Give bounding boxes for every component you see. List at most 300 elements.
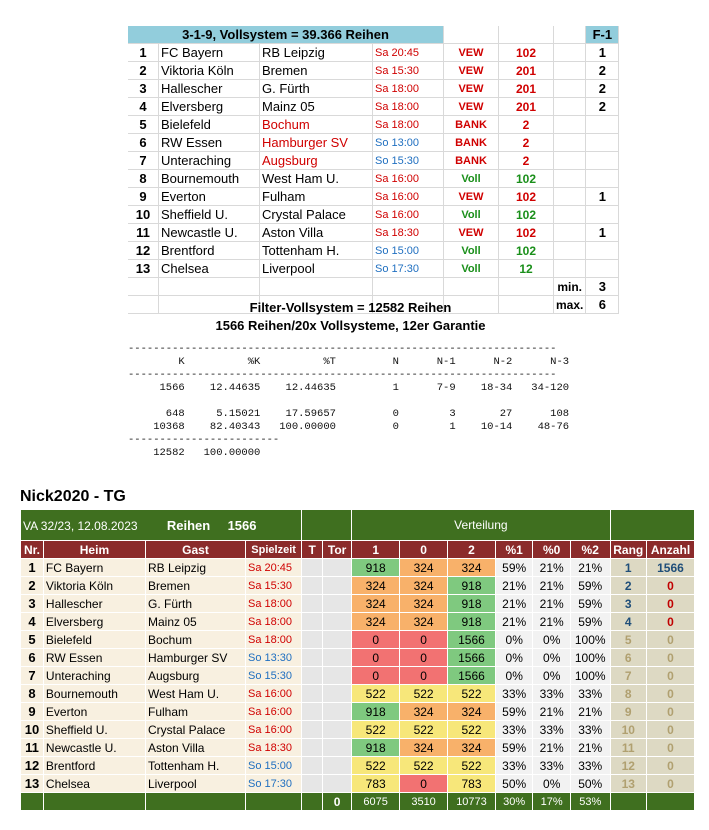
- tip-code: 201: [499, 80, 554, 98]
- rang-value: 2: [610, 577, 646, 595]
- dist-v2: 1566: [448, 649, 496, 667]
- tip-cell: [302, 631, 323, 649]
- away-team: Crystal Palace: [145, 721, 245, 739]
- away-team: G. Fürth: [145, 595, 245, 613]
- match-number: 8: [128, 170, 159, 188]
- anzahl-value: 0: [646, 685, 694, 703]
- pct-p1: 33%: [495, 685, 533, 703]
- rang-value: 5: [610, 631, 646, 649]
- filter-value: [586, 134, 619, 152]
- row-number: 2: [21, 577, 44, 595]
- row-number: 8: [21, 685, 44, 703]
- home-team: Sheffield U.: [43, 721, 145, 739]
- away-team: Mainz 05: [260, 98, 373, 116]
- tor-cell: [323, 649, 352, 667]
- pct-p0: 21%: [533, 613, 571, 631]
- filter-value: 2: [586, 80, 619, 98]
- filter-value: [586, 206, 619, 224]
- kickoff-time: Sa 16:00: [373, 206, 444, 224]
- sheet-row: [21, 775, 695, 793]
- pct-p2: 33%: [570, 757, 610, 775]
- away-team: West Ham U.: [145, 685, 245, 703]
- system-type: Voll: [444, 206, 499, 224]
- system-type: VEW: [444, 224, 499, 242]
- anzahl-value: 0: [646, 775, 694, 793]
- pct-p2: 59%: [570, 577, 610, 595]
- pct-p1: 59%: [495, 703, 533, 721]
- away-team: Mainz 05: [145, 613, 245, 631]
- col-header: Nr.: [21, 541, 44, 559]
- tip-cell: [302, 613, 323, 631]
- away-team: Aston Villa: [260, 224, 373, 242]
- dist-v0: 0: [400, 775, 448, 793]
- home-team: FC Bayern: [159, 44, 260, 62]
- home-team: Everton: [43, 703, 145, 721]
- sheet-row: [21, 631, 695, 649]
- row-number: 12: [21, 757, 44, 775]
- tor-total: 0: [323, 793, 352, 811]
- tip-cell: [302, 775, 323, 793]
- sum-2: 10773: [448, 793, 496, 811]
- pct-p1: 21%: [495, 613, 533, 631]
- kickoff-time: Sa 18:00: [245, 595, 301, 613]
- tip-code: 102: [499, 44, 554, 62]
- dist-v2: 324: [448, 739, 496, 757]
- tip-cell: [302, 757, 323, 775]
- rang-value: 8: [610, 685, 646, 703]
- kickoff-time: Sa 18:30: [245, 739, 301, 757]
- away-team: West Ham U.: [260, 170, 373, 188]
- system-type: BANK: [444, 152, 499, 170]
- sum-pct-0: 17%: [533, 793, 571, 811]
- match-number: 10: [128, 206, 159, 224]
- col-header: %0: [533, 541, 571, 559]
- match-number: 9: [128, 188, 159, 206]
- home-team: Brentford: [43, 757, 145, 775]
- pct-p1: 21%: [495, 595, 533, 613]
- match-number: 11: [128, 224, 159, 242]
- system-type: Voll: [444, 260, 499, 278]
- kickoff-time: Sa 15:30: [373, 62, 444, 80]
- dist-v0: 324: [400, 595, 448, 613]
- system-row: [128, 134, 619, 152]
- sum-0: 3510: [400, 793, 448, 811]
- tip-cell: [302, 739, 323, 757]
- sheet-row: [21, 667, 695, 685]
- col-header: Gast: [145, 541, 245, 559]
- sheet-row: [21, 721, 695, 739]
- kickoff-time: Sa 16:00: [373, 188, 444, 206]
- pct-p1: 33%: [495, 757, 533, 775]
- kickoff-time: So 13:30: [245, 649, 301, 667]
- system-type: VEW: [444, 80, 499, 98]
- tip-code: 102: [499, 188, 554, 206]
- away-team: Crystal Palace: [260, 206, 373, 224]
- system-row: [128, 44, 619, 62]
- col-header: 2: [448, 541, 496, 559]
- home-team: Bournemouth: [159, 170, 260, 188]
- tor-cell: [323, 685, 352, 703]
- pct-p1: 21%: [495, 577, 533, 595]
- anzahl-value: 0: [646, 739, 694, 757]
- row-number: 1: [21, 559, 44, 577]
- verteilung-label: Verteilung: [352, 510, 610, 541]
- dist-v2: 522: [448, 757, 496, 775]
- reihen-value: 1566: [227, 517, 257, 533]
- kickoff-time: So 15:30: [373, 152, 444, 170]
- match-number: 12: [128, 242, 159, 260]
- away-team: Bochum: [145, 631, 245, 649]
- system-type: BANK: [444, 134, 499, 152]
- kickoff-time: So 15:00: [245, 757, 301, 775]
- rang-value: 12: [610, 757, 646, 775]
- dist-v2: 1566: [448, 631, 496, 649]
- dist-v1: 918: [352, 739, 400, 757]
- row-number: 10: [21, 721, 44, 739]
- dist-v2: 918: [448, 577, 496, 595]
- tip-cell: [302, 577, 323, 595]
- anzahl-value: 0: [646, 757, 694, 775]
- pct-p0: 33%: [533, 757, 571, 775]
- sum-pct-1: 30%: [495, 793, 533, 811]
- row-number: 5: [21, 631, 44, 649]
- anzahl-value: 0: [646, 595, 694, 613]
- away-team: Fulham: [260, 188, 373, 206]
- tip-cell: [302, 559, 323, 577]
- system-type: BANK: [444, 116, 499, 134]
- match-number: 13: [128, 260, 159, 278]
- dist-v1: 324: [352, 595, 400, 613]
- tip-code: 102: [499, 170, 554, 188]
- sheet-row: [21, 703, 695, 721]
- pct-p2: 21%: [570, 559, 610, 577]
- kickoff-time: Sa 18:00: [373, 98, 444, 116]
- pct-p2: 100%: [570, 667, 610, 685]
- dist-v0: 522: [400, 721, 448, 739]
- dist-v2: 522: [448, 721, 496, 739]
- home-team: Brentford: [159, 242, 260, 260]
- tor-cell: [323, 577, 352, 595]
- sheet-title: Nick2020 - TG: [20, 488, 126, 505]
- dist-v0: 522: [400, 757, 448, 775]
- filter-stats: -------------------------------------------------------------------- K %K %T N N-1 N-2 N-3 -------------------------------------------------------------------- 1566 12.44635 12.44635 1 7-9 18-34 34-120 648 5.15021 17.59657 0 3 27 108 10368 82.40343 100.00000 0 1 10-14 48-76 ------------------------ 12582 100.00000: [128, 343, 570, 459]
- row-number: 7: [21, 667, 44, 685]
- home-team: Viktoria Köln: [43, 577, 145, 595]
- tip-code: 201: [499, 62, 554, 80]
- tip-cell: [302, 703, 323, 721]
- tip-code: 2: [499, 134, 554, 152]
- col-header: Tor: [323, 541, 352, 559]
- tip-code: 2: [499, 116, 554, 134]
- col-header: Rang: [610, 541, 646, 559]
- home-team: Elversberg: [43, 613, 145, 631]
- home-team: Unteraching: [43, 667, 145, 685]
- pct-p2: 100%: [570, 631, 610, 649]
- anzahl-value: 0: [646, 631, 694, 649]
- col-header: %2: [570, 541, 610, 559]
- max-label: max.: [554, 296, 586, 314]
- anzahl-value: 0: [646, 649, 694, 667]
- filter-value: [586, 242, 619, 260]
- dist-v1: 0: [352, 649, 400, 667]
- kickoff-time: Sa 18:30: [373, 224, 444, 242]
- col-header: 0: [400, 541, 448, 559]
- dist-v0: 324: [400, 613, 448, 631]
- row-number: 3: [21, 595, 44, 613]
- filter-value: 1: [586, 224, 619, 242]
- kickoff-time: Sa 16:00: [245, 721, 301, 739]
- away-team: Hamburger SV: [260, 134, 373, 152]
- filter-value: [586, 260, 619, 278]
- system-row: [128, 260, 619, 278]
- dist-v2: 918: [448, 613, 496, 631]
- home-team: Chelsea: [43, 775, 145, 793]
- max-value: 6: [586, 296, 619, 314]
- sheet-row: [21, 649, 695, 667]
- filter-value: 2: [586, 62, 619, 80]
- pct-p0: 0%: [533, 775, 571, 793]
- rang-value: 10: [610, 721, 646, 739]
- system-row: [128, 206, 619, 224]
- col-header: Anzahl: [646, 541, 694, 559]
- filter-value: 1: [586, 44, 619, 62]
- pct-p0: 21%: [533, 703, 571, 721]
- pct-p1: 0%: [495, 649, 533, 667]
- tip-code: 12: [499, 260, 554, 278]
- dist-v2: 522: [448, 685, 496, 703]
- dist-v1: 918: [352, 559, 400, 577]
- pct-p2: 33%: [570, 721, 610, 739]
- away-team: Tottenham H.: [260, 242, 373, 260]
- dist-v2: 918: [448, 595, 496, 613]
- tip-cell: [302, 667, 323, 685]
- away-team: Bochum: [260, 116, 373, 134]
- system-type: Voll: [444, 170, 499, 188]
- kickoff-time: Sa 18:00: [245, 631, 301, 649]
- dist-v0: 0: [400, 631, 448, 649]
- kickoff-time: Sa 20:45: [373, 44, 444, 62]
- tor-cell: [323, 667, 352, 685]
- reihen-label: Reihen: [166, 517, 211, 533]
- home-team: Hallescher: [43, 595, 145, 613]
- away-team: Bremen: [260, 62, 373, 80]
- away-team: Augsburg: [145, 667, 245, 685]
- row-number: 11: [21, 739, 44, 757]
- min-value: 3: [586, 278, 619, 296]
- kickoff-time: So 17:30: [373, 260, 444, 278]
- system-type: VEW: [444, 62, 499, 80]
- dist-v0: 324: [400, 577, 448, 595]
- row-number: 4: [21, 613, 44, 631]
- system-row: [128, 98, 619, 116]
- system-type: VEW: [444, 188, 499, 206]
- away-team: Hamburger SV: [145, 649, 245, 667]
- pct-p2: 21%: [570, 739, 610, 757]
- home-team: RW Essen: [43, 649, 145, 667]
- sheet-row: [21, 577, 695, 595]
- filter-header: F-1: [586, 26, 619, 44]
- kickoff-time: So 17:30: [245, 775, 301, 793]
- tor-cell: [323, 703, 352, 721]
- system-type: VEW: [444, 98, 499, 116]
- dist-v0: 324: [400, 559, 448, 577]
- row-number: 9: [21, 703, 44, 721]
- sheet-row: [21, 559, 695, 577]
- pct-p0: 21%: [533, 577, 571, 595]
- rang-value: 9: [610, 703, 646, 721]
- tip-code: 102: [499, 206, 554, 224]
- row-number: 13: [21, 775, 44, 793]
- kickoff-time: So 15:00: [373, 242, 444, 260]
- system-row: [128, 80, 619, 98]
- filter-value: [586, 170, 619, 188]
- pct-p1: 59%: [495, 739, 533, 757]
- pct-p1: 0%: [495, 631, 533, 649]
- home-team: Chelsea: [159, 260, 260, 278]
- pct-p0: 21%: [533, 739, 571, 757]
- sheet-row: [21, 739, 695, 757]
- tip-cell: [302, 595, 323, 613]
- system-title: 3-1-9, Vollsystem = 39.366 Reihen: [128, 26, 444, 44]
- match-number: 1: [128, 44, 159, 62]
- pct-p2: 59%: [570, 613, 610, 631]
- tip-code: 102: [499, 224, 554, 242]
- rang-value: 6: [610, 649, 646, 667]
- tor-cell: [323, 757, 352, 775]
- dist-v1: 918: [352, 703, 400, 721]
- rang-value: 3: [610, 595, 646, 613]
- dist-v1: 783: [352, 775, 400, 793]
- system-row: [128, 188, 619, 206]
- pct-p1: 0%: [495, 667, 533, 685]
- tip-cell: [302, 685, 323, 703]
- dist-v0: 0: [400, 667, 448, 685]
- kickoff-time: Sa 16:00: [373, 170, 444, 188]
- anzahl-value: 0: [646, 703, 694, 721]
- filter-value: [586, 152, 619, 170]
- system-row: [128, 170, 619, 188]
- rang-value: 7: [610, 667, 646, 685]
- sum-1: 6075: [352, 793, 400, 811]
- dist-v0: 522: [400, 685, 448, 703]
- pct-p0: 0%: [533, 649, 571, 667]
- pct-p0: 33%: [533, 721, 571, 739]
- row-number: 6: [21, 649, 44, 667]
- anzahl-value: 0: [646, 721, 694, 739]
- away-team: Augsburg: [260, 152, 373, 170]
- pct-p0: 21%: [533, 559, 571, 577]
- sheet-row: [21, 685, 695, 703]
- pct-p0: 0%: [533, 631, 571, 649]
- dist-v1: 0: [352, 667, 400, 685]
- match-number: 5: [128, 116, 159, 134]
- home-team: Bielefeld: [159, 116, 260, 134]
- sheet-row: [21, 595, 695, 613]
- kickoff-time: So 15:30: [245, 667, 301, 685]
- away-team: Liverpool: [145, 775, 245, 793]
- col-header: Heim: [43, 541, 145, 559]
- pct-p2: 33%: [570, 685, 610, 703]
- home-team: Viktoria Köln: [159, 62, 260, 80]
- home-team: Newcastle U.: [43, 739, 145, 757]
- kickoff-time: Sa 18:00: [245, 613, 301, 631]
- system-row: [128, 152, 619, 170]
- pct-p1: 59%: [495, 559, 533, 577]
- away-team: Bremen: [145, 577, 245, 595]
- col-header: %1: [495, 541, 533, 559]
- rang-value: 13: [610, 775, 646, 793]
- system-row: [128, 62, 619, 80]
- tip-code: 102: [499, 242, 554, 260]
- kickoff-time: Sa 16:00: [245, 685, 301, 703]
- home-team: Bournemouth: [43, 685, 145, 703]
- sum-pct-2: 53%: [570, 793, 610, 811]
- kickoff-time: Sa 15:30: [245, 577, 301, 595]
- pct-p2: 50%: [570, 775, 610, 793]
- pct-p2: 21%: [570, 703, 610, 721]
- pct-p2: 59%: [570, 595, 610, 613]
- sheet-row: [21, 757, 695, 775]
- match-number: 3: [128, 80, 159, 98]
- filter-value: [586, 116, 619, 134]
- dist-v0: 0: [400, 649, 448, 667]
- filter-value: 2: [586, 98, 619, 116]
- anzahl-value: 0: [646, 667, 694, 685]
- filter-line-1: Filter-Vollsystem = 12582 Reihen: [249, 300, 452, 315]
- system-type: Voll: [444, 242, 499, 260]
- dist-v1: 324: [352, 613, 400, 631]
- away-team: Fulham: [145, 703, 245, 721]
- away-team: Aston Villa: [145, 739, 245, 757]
- kickoff-time: Sa 18:00: [373, 116, 444, 134]
- dist-v1: 0: [352, 631, 400, 649]
- col-header: Spielzeit: [245, 541, 301, 559]
- anzahl-value: 0: [646, 613, 694, 631]
- system-type: VEW: [444, 44, 499, 62]
- tor-cell: [323, 595, 352, 613]
- system-row: [128, 224, 619, 242]
- filter-value: 1: [586, 188, 619, 206]
- col-header: 1: [352, 541, 400, 559]
- tip-cell: [302, 649, 323, 667]
- dist-v0: 324: [400, 739, 448, 757]
- home-team: Sheffield U.: [159, 206, 260, 224]
- min-label: min.: [554, 278, 586, 296]
- tip-code: 201: [499, 98, 554, 116]
- system-row: [128, 242, 619, 260]
- away-team: Liverpool: [260, 260, 373, 278]
- match-number: 7: [128, 152, 159, 170]
- rang-value: 1: [610, 559, 646, 577]
- dist-v2: 1566: [448, 667, 496, 685]
- away-team: Tottenham H.: [145, 757, 245, 775]
- rang-value: 11: [610, 739, 646, 757]
- tor-cell: [323, 631, 352, 649]
- dist-v1: 522: [352, 685, 400, 703]
- dist-v1: 522: [352, 721, 400, 739]
- match-number: 2: [128, 62, 159, 80]
- tip-code: 2: [499, 152, 554, 170]
- dist-v2: 324: [448, 559, 496, 577]
- col-header: T: [302, 541, 323, 559]
- sheet-row: [21, 613, 695, 631]
- away-team: G. Fürth: [260, 80, 373, 98]
- kickoff-time: Sa 16:00: [245, 703, 301, 721]
- home-team: FC Bayern: [43, 559, 145, 577]
- va-label: VA 32/23, 12.08.2023: [23, 518, 138, 533]
- home-team: Everton: [159, 188, 260, 206]
- dist-v2: 324: [448, 703, 496, 721]
